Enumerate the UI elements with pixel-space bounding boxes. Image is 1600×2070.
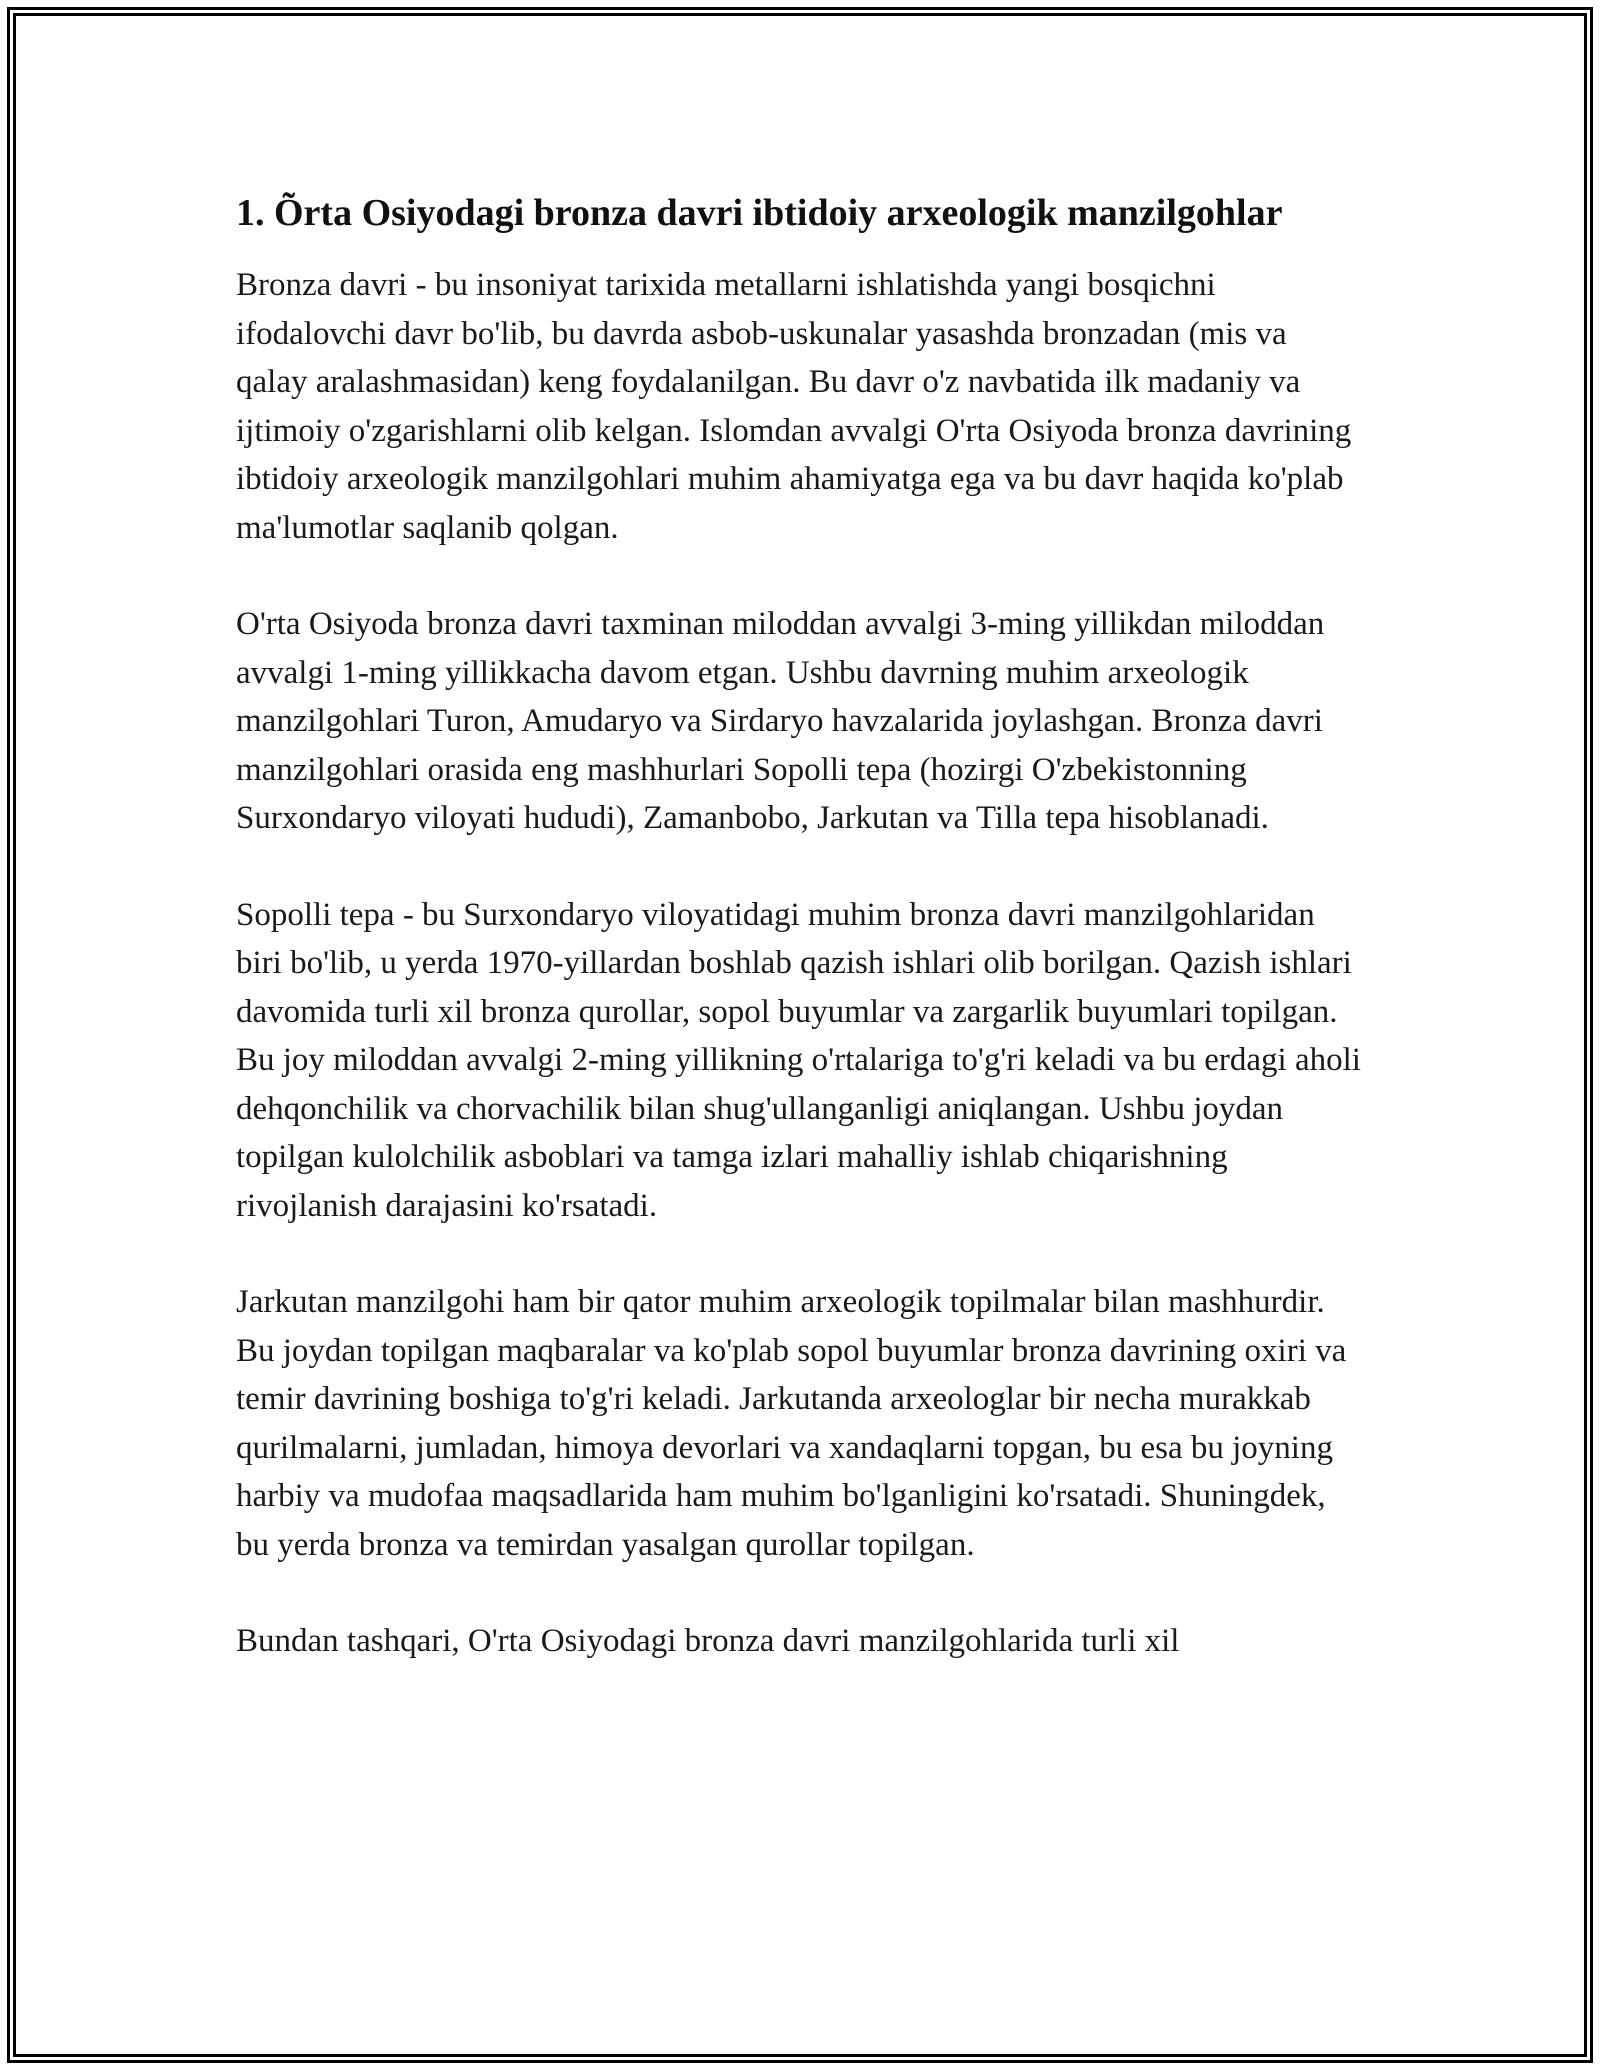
document-body bbox=[236, 185, 1366, 1666]
paragraph-1: Bronza davri - bu insoniyat tarixida metallarni ishlatishda yangi bosqichni ifodalovchi davr bo'lib, bu davrda asbob-uskunalar yasashda bronzadan (mis va qalay aralashmasidan) keng foydalanilgan. Bu davr o'z navbatida ilk madaniy va ijtimoiy o'zgarishlarni olib kelgan. Islomdan avvalgi O'rta Osiyoda bronza davrining ibtidoiy arxeologik manzilgohlari muhim ahamiyatga ega va bu davr haqida ko'plab ma'lumotlar saqlanib qolgan. bbox=[236, 267, 1352, 546]
paragraph-5: Bundan tashqari, O'rta Osiyodagi bronza davri manzilgohlarida turli xil bbox=[236, 1623, 1180, 1659]
paragraph-3: Sopolli tepa - bu Surxondaryo viloyatidagi muhim bronza davri manzilgohlaridan biri bo'lib, u yerda 1970-yillardan boshlab qazish ishlari olib borilgan. Qazish ishlari davomida turli xil bronza qurollar, sopol buyumlar va zargarlik buyumlari topilgan. Bu joy miloddan avvalgi 2-ming yillikning o'rtalariga to'g'ri keladi va bu erdagi aholi dehqonchilik va chorvachilik bilan shug'ullanganligi aniqlangan. Ushbu joydan topilgan kulolchilik asboblari va tamga izlari mahalliy ishlab chiqarishning rivojlanish darajasini ko'rsatadi. bbox=[236, 896, 1361, 1224]
section-title: 1. Õrta Osiyodagi bronza davri ibtidoiy arxeologik manzilgohlar bbox=[236, 192, 1283, 234]
paragraph-2: O'rta Osiyoda bronza davri taxminan miloddan avvalgi 3-ming yillikdan miloddan avvalgi 1-ming yillikkacha davom etgan. Ushbu davrning muhim arxeologik manzilgohlari Turon, Amudaryo va Sirdaryo havzalarida joylashgan. Bronza davri manzilgohlari orasida eng mashhurlari Sopolli tepa (hozirgi O'zbekistonning Surxondaryo viloyati hududi), Zamanbobo, Jarkutan va Tilla tepa hisoblanadi. bbox=[236, 606, 1325, 836]
paragraph-4: Jarkutan manzilgohi ham bir qator muhim arxeologik topilmalar bilan mashhurdir. Bu joydan topilgan maqbaralar va ko'plab sopol buyumlar bronza davrining oxiri va temir davrining boshiga to'g'ri keladi. Jarkutanda arxeologlar bir necha murakkab qurilmalarni, jumladan, himoya devorlari va xandaqlarni topgan, bu esa bu joyning harbiy va mudofaa maqsadlarida ham muhim bo'lganligini ko'rsatadi. Shuningdek, bu yerda bronza va temirdan yasalgan qurollar topilgan. bbox=[236, 1284, 1347, 1563]
